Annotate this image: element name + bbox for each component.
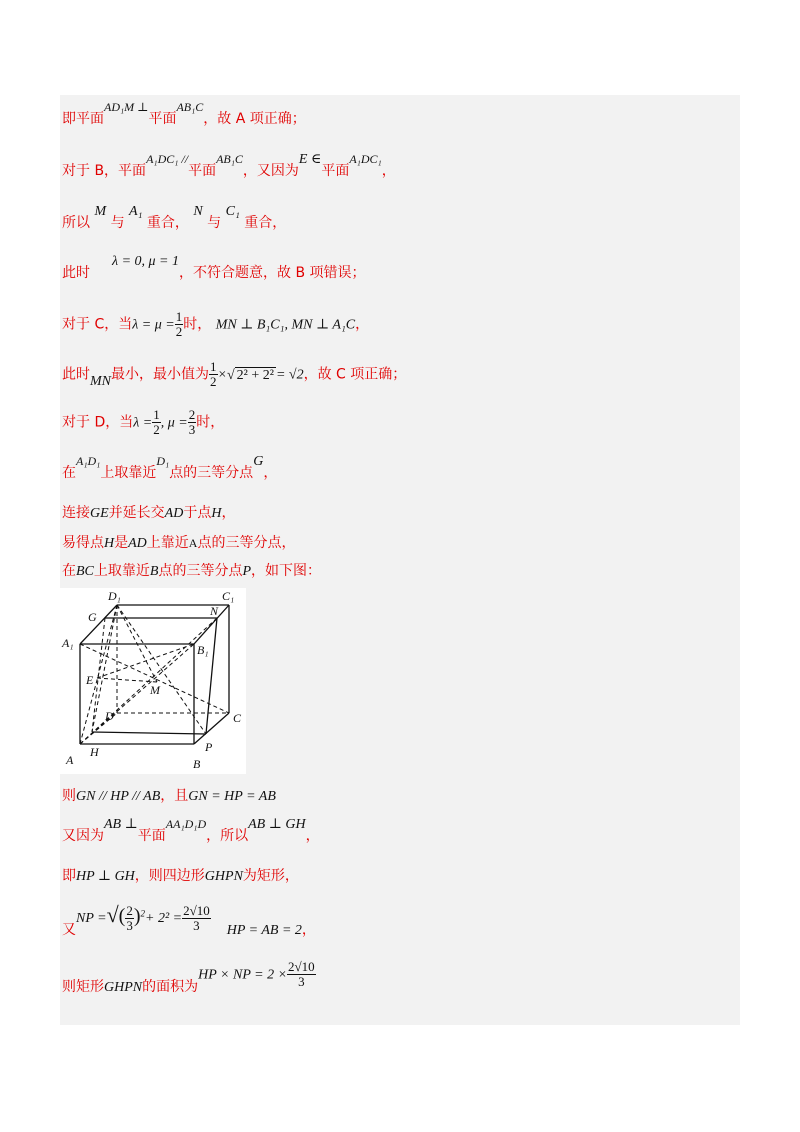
math: A₁DC₁ [349, 152, 382, 166]
math: AB ⊥ GH [248, 817, 306, 832]
line-9 [62, 502, 235, 522]
line-4 [62, 254, 366, 282]
label-b1: B₁ [197, 643, 209, 657]
text: ，所以 [206, 828, 249, 844]
text: 时， [196, 414, 225, 431]
math: E ∈ [298, 152, 322, 167]
math: λ = μ = [132, 317, 175, 333]
segment-h-p [92, 732, 206, 734]
label-d1: D₁ [108, 589, 121, 603]
denominator: 3 [193, 917, 200, 933]
math: G [253, 454, 264, 469]
line-6 [62, 360, 406, 389]
math: M [94, 204, 107, 219]
math: C₁ [225, 204, 240, 219]
text: 即平面 [62, 111, 104, 127]
text: 是 [114, 535, 129, 551]
label-h: H [90, 745, 99, 759]
label-a1: A₁ [62, 636, 74, 650]
math: A₁DC₁ // [146, 152, 189, 166]
math: AD [164, 506, 184, 521]
text: 此时 [62, 366, 90, 383]
fraction [182, 904, 211, 933]
text: 平面 [148, 111, 177, 127]
text: 与 [207, 215, 222, 231]
text: 为矩形， [242, 868, 299, 884]
math: HP = AB = 2 [226, 923, 302, 938]
math: λ = 0, μ = 1 [112, 254, 179, 269]
label-p: P [205, 740, 213, 754]
line-10 [62, 532, 295, 552]
line-15: 又NP =√( $\frac{2}{3}$ )$^2$+ 2² = $\frac{2√10}{3}$ HP = AB = 2， [62, 902, 316, 938]
label-e: E [86, 673, 94, 687]
text: 上取靠近 [93, 563, 150, 579]
text: 点的三等分点， [197, 535, 296, 551]
math: A [188, 536, 198, 550]
diagonal-a-b1 [80, 644, 194, 744]
denominator: 2 [153, 422, 160, 437]
line-8 [62, 454, 278, 482]
text: ，故 C 项正确； [303, 366, 407, 383]
square-root: √ [106, 902, 119, 927]
square-root: √ 2² + 2² [226, 367, 274, 383]
text: 对于 C，当 [62, 316, 133, 333]
text: 点的三等分点 [158, 563, 243, 579]
label-n: N [210, 604, 219, 618]
numerator: 1 [153, 407, 160, 422]
math: , μ = [160, 415, 188, 431]
math: + 2² = [145, 911, 183, 926]
denominator: 3 [126, 917, 133, 933]
text: 重合， [244, 215, 287, 231]
math: B [149, 564, 159, 579]
text: ， [305, 828, 320, 844]
text: 又因为 [62, 828, 104, 844]
numerator: 2 [126, 902, 133, 918]
numerator: 2 [188, 407, 196, 422]
math: MN ⊥ B₁C₁, MN ⊥ A₁C [215, 317, 356, 333]
text: 易得点 [62, 535, 104, 551]
math: GN // HP // AB [76, 789, 161, 804]
fraction [175, 310, 184, 339]
fraction [209, 360, 218, 389]
math: BC [76, 564, 94, 579]
math: GE [90, 506, 109, 521]
segment-d1-p [117, 605, 206, 734]
line-7 [62, 408, 224, 437]
line-2 [62, 152, 396, 180]
text: 则 [62, 788, 76, 804]
line-3 [62, 204, 287, 232]
radicand: 2² + 2² [236, 367, 274, 383]
math: P [242, 564, 252, 579]
text: 在 [62, 465, 76, 481]
text: 平面 [137, 828, 166, 844]
text: 与 [110, 215, 125, 231]
text: 则矩形 [62, 978, 104, 995]
label-g: G [88, 610, 97, 624]
math: H [104, 536, 115, 551]
text: 最小，最小值为 [111, 366, 209, 383]
numerator: 1 [210, 359, 217, 374]
math: AD [128, 536, 147, 551]
text: 所以 [62, 215, 90, 231]
math: = √2 [275, 367, 304, 383]
label-c1: C₁ [222, 589, 235, 603]
text: ， [381, 163, 396, 179]
label-c: C [233, 711, 242, 725]
text: 连接 [62, 505, 90, 521]
denominator: 2 [210, 374, 217, 389]
text: 对于 D，当 [62, 414, 134, 431]
math: NP = [76, 911, 107, 926]
line-13 [62, 817, 320, 845]
text: ，如下图： [251, 563, 322, 579]
math: λ = [133, 415, 153, 431]
text: 在 [62, 563, 76, 579]
text: 又 [62, 922, 76, 938]
math: D₁ [156, 454, 170, 468]
text: 上靠近 [146, 535, 189, 551]
math: GHPN [104, 979, 143, 995]
math: N [193, 204, 203, 219]
text: ， [355, 316, 370, 333]
math: × [217, 367, 227, 383]
text: ，且 [160, 788, 189, 804]
denominator: 3 [188, 422, 196, 437]
text: 于点 [183, 505, 212, 521]
text: 此时 [62, 265, 90, 281]
text: 对于 B，平面 [62, 163, 147, 179]
cube-diagram [60, 588, 246, 774]
line-5 [62, 310, 369, 339]
label-d: D [105, 709, 114, 723]
text: ，不符合题意，故 B 项错误； [179, 265, 366, 281]
label-a: A [66, 753, 74, 767]
edge-a1-d1 [80, 605, 117, 644]
math: MN [90, 373, 111, 389]
text: ， [263, 465, 278, 481]
text: 的面积为 [142, 978, 199, 995]
math: A₁D₁ [76, 454, 101, 468]
text: 并延长交 [108, 505, 165, 521]
math: AD₁M ⊥ [104, 100, 149, 114]
math: H [211, 506, 222, 521]
text: ， [221, 505, 236, 521]
text: ， [301, 922, 316, 938]
text: 上取靠近 [100, 465, 157, 481]
segment-e-b1 [97, 644, 194, 678]
line-16 [62, 959, 316, 995]
fraction [188, 408, 197, 437]
line-11 [62, 560, 321, 580]
math: AB₁C [216, 152, 243, 166]
numerator: 2√10 [183, 902, 210, 918]
text: 时， [183, 316, 212, 333]
text: ，又因为 [242, 163, 299, 179]
math: HP ⊥ GH [76, 869, 135, 884]
math: AB ⊥ [104, 817, 138, 832]
text: ，则四边形 [134, 868, 205, 884]
segment-n-p [206, 618, 217, 734]
text: 平面 [321, 163, 350, 179]
fraction [125, 904, 134, 933]
line-12 [62, 785, 276, 805]
denominator: 3 [298, 974, 305, 989]
fraction [152, 408, 161, 437]
segment-e-m [97, 678, 157, 682]
text: 平面 [188, 163, 217, 179]
math: GN = HP = AB [188, 789, 276, 804]
text: 重合， [146, 215, 189, 231]
math: HP × NP = 2 × [198, 967, 288, 983]
denominator: 2 [175, 324, 183, 339]
cube-figure [60, 588, 246, 774]
text: ，故 A 项正确； [203, 111, 306, 127]
line-1 [62, 100, 306, 128]
fraction [287, 960, 316, 989]
text: 即 [62, 868, 76, 884]
line-14 [62, 865, 299, 885]
math: A₁ [129, 204, 143, 219]
numerator: 1 [175, 309, 183, 324]
numerator: 2√10 [288, 959, 315, 974]
text: 点的三等分点 [169, 465, 254, 481]
math: GHPN [204, 869, 243, 884]
math: AA₁D₁D [165, 817, 207, 831]
math: AB₁C [176, 100, 204, 114]
label-b: B [193, 757, 201, 771]
label-m: M [150, 683, 160, 697]
